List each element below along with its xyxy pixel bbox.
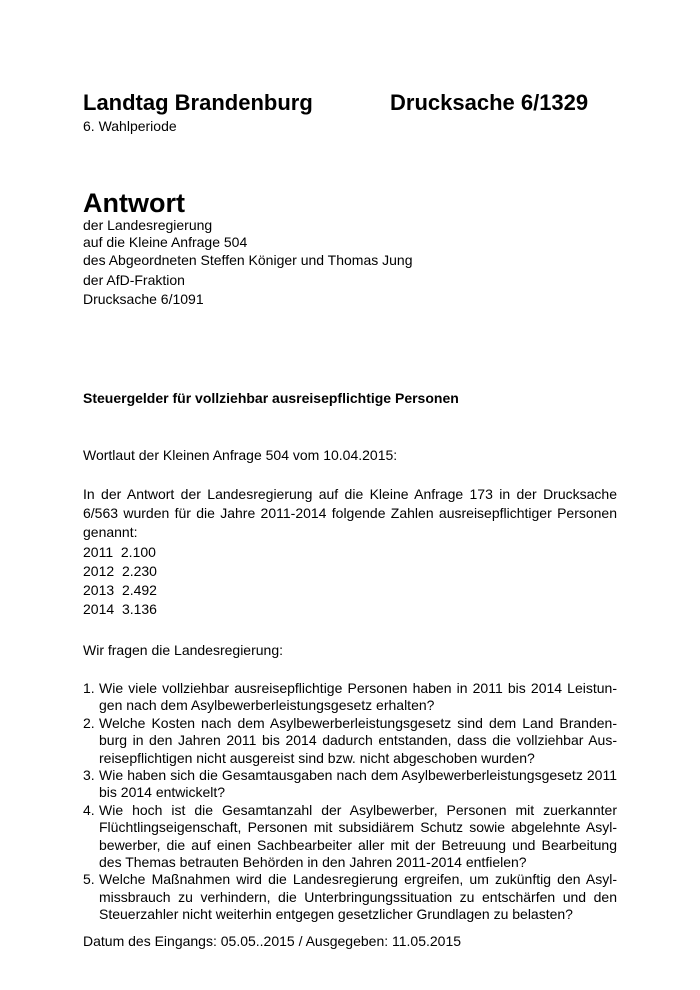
- ask-line: Wir fragen die Landesregierung:: [83, 642, 284, 658]
- question-item: [83, 680, 617, 715]
- subject-heading: Steuergelder für vollziehbar ausreisepflichtige Personen: [83, 390, 459, 406]
- eingang-date-line: Datum des Eingangs: 05.05..2015 / Ausgegeben: 11.05.2015: [83, 933, 462, 949]
- question-item: [83, 871, 617, 923]
- question-list: [83, 680, 617, 924]
- question-text: Welche Maßnahmen wird die Landesregierung ergreifen, um zukünftig den Asylmissbrauch zu verhindern, die Unterbringungssituation zu entschärfen und den Steuerzahler nicht weiterhin entgegen gesetzlicher Grundlagen zu belasten?: [99, 871, 617, 923]
- meta-line: auf die Kleine Anfrage 504: [83, 234, 248, 250]
- question-number: 5.: [83, 871, 95, 888]
- document-type-heading: Antwort: [83, 188, 185, 218]
- year-count-row: [83, 581, 157, 600]
- count: 2.230: [121, 563, 157, 579]
- year: 2012: [83, 563, 115, 579]
- meta-line: der Landesregierung: [83, 217, 213, 233]
- question-text: Welche Kosten nach dem Asylbewerberleistungsgesetz sind dem Land Brandenburg in den Jahren 2011 bis 2014 dadurch entstanden, dass die vollziehbar Ausreisepflichtigen nicht ausgereist sind bzw. nicht abgeschoben wurden?: [99, 714, 617, 766]
- question-item: [83, 767, 617, 802]
- question-item: [83, 715, 617, 767]
- question-text: Wie hoch ist die Gesamtanzahl der Asylbewerber, Personen mit zuerkannter Flüchtlingseigenschaft, Personen mit subsidiärem Schutz sowie abgelehnte Asylbewerber, die auf einen Sachbearbeiter aller mit der Betreuung und Bearbeitung des Themas betrauten Behörden in den Jahren 2011-2014 entfielen?: [99, 801, 617, 871]
- question-number: 4.: [83, 801, 95, 818]
- count: 3.136: [121, 601, 157, 617]
- wahlperiode: 6. Wahlperiode: [83, 118, 177, 134]
- year-count-list: [83, 543, 157, 619]
- drucksache-number: Drucksache 6/1329: [390, 90, 589, 115]
- year: 2011: [83, 544, 114, 560]
- meta-line: Drucksache 6/1091: [83, 291, 204, 307]
- question-number: 2.: [83, 714, 95, 731]
- count: 2.492: [121, 582, 157, 598]
- document-meta: [83, 217, 413, 310]
- wortlaut-line: Wortlaut der Kleinen Anfrage 504 vom 10.04.2015:: [83, 447, 398, 463]
- parliament-title: Landtag Brandenburg: [83, 90, 313, 115]
- question-text: Wie haben sich die Gesamtausgaben nach dem Asylbewerberleistungsgesetz 2011 bis 2014 entwickelt?: [99, 767, 617, 801]
- meta-line: des Abgeordneten Steffen Königer und Thomas Jung: [83, 252, 413, 268]
- year-count-row: [83, 543, 157, 562]
- question-number: 1.: [83, 680, 95, 696]
- question-text: Wie viele vollziehbar ausreisepflichtige Personen haben in 2011 bis 2014 Leistungen nach dem Asylbewerberleistungsgesetz erhalten?: [99, 680, 617, 714]
- question-number: 3.: [83, 767, 95, 784]
- intro-paragraph: In der Antwort der Landesregierung auf die Kleine Anfrage 173 in der Drucksache 6/563 wurden für die Jahre 2011-2014 folgende Zahlen ausreisepflichtiger Personen genannt:: [83, 486, 617, 540]
- year-count-row: [83, 600, 157, 619]
- count: 2.100: [120, 544, 156, 560]
- year: 2013: [83, 582, 115, 598]
- meta-line: der AfD-Fraktion: [83, 271, 185, 288]
- question-item: [83, 802, 617, 872]
- year-count-row: [83, 562, 157, 581]
- year: 2014: [83, 601, 115, 617]
